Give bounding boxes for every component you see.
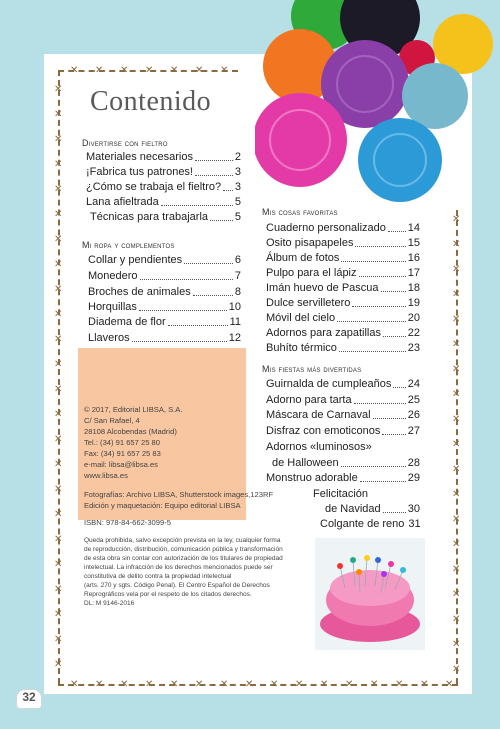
stitch-cross: ✕ (452, 614, 461, 625)
felt-ball-lightblue (402, 63, 468, 129)
website-text: www.libsa.es (84, 471, 128, 480)
toc-item-label: Adornos «luminosos» (266, 441, 372, 453)
toc-item-page: 23 (407, 342, 420, 354)
legal-line: de reproducción, distribución, comunicación pública y transformación (84, 546, 283, 553)
toc-item-page: 8 (234, 286, 241, 298)
toc-item-label: Imán huevo de Pascua (266, 282, 379, 294)
toc-item-page: 27 (407, 425, 420, 437)
stitch-cross: ✕ (54, 659, 63, 670)
stitch-cross: ✕ (54, 434, 63, 445)
legal-line: (arts. 270 y sgts. Código Penal). El Centro Español de Derechos (84, 582, 270, 589)
felt-balls-photo (255, 0, 500, 205)
email-text: e-mail: libsa@libsa.es (84, 460, 158, 469)
section-heading-ropa: Mi ropa y complementos (82, 240, 175, 250)
stitch-cross: ✕ (452, 664, 461, 675)
stitch-cross: ✕ (452, 289, 461, 300)
section-heading-cosas: Mis cosas favoritas (262, 207, 338, 217)
stitch-cross: ✕ (452, 214, 461, 225)
toc-item[interactable] (266, 440, 420, 454)
stitch-cross: ✕ (452, 514, 461, 525)
toc-item[interactable] (88, 315, 241, 329)
stitch-cross: ✕ (54, 109, 63, 120)
stitch-cross: ✕ (120, 679, 129, 690)
stitch-cross: ✕ (54, 609, 63, 620)
edition-credits: Edición y maquetación: Equipo editorial LIBSA (84, 501, 241, 510)
toc-item-label: Adornos para zapatillas (266, 327, 381, 339)
stitch-cross: ✕ (54, 209, 63, 220)
toc-item-page: 25 (407, 394, 420, 406)
toc-item-label: Técnicas para trabajarla (90, 211, 209, 223)
stitch-cross: ✕ (54, 334, 63, 345)
stitch-cross: ✕ (452, 364, 461, 375)
stitch-cross: ✕ (420, 679, 429, 690)
toc-item-label: Broches de animales (88, 286, 191, 298)
stitch-cross: ✕ (452, 639, 461, 650)
toc-item[interactable] (266, 341, 420, 355)
stitch-cross: ✕ (54, 84, 63, 95)
stitch-cross: ✕ (54, 384, 63, 395)
stitch-cross: ✕ (120, 65, 129, 76)
toc-item-label: Adorno para tarta (266, 394, 352, 406)
toc-item-label: Osito pisapapeles (266, 237, 354, 249)
stitch-cross: ✕ (54, 184, 63, 195)
toc-item-page: 3 (234, 166, 241, 178)
stitch-cross: ✕ (452, 439, 461, 450)
address-line: C/ San Rafael, 4 (84, 416, 140, 425)
fax-text: Fax: (34) 91 657 25 83 (84, 449, 161, 458)
stitch-cross: ✕ (145, 679, 154, 690)
toc-item[interactable] (266, 424, 420, 438)
toc-item-page: 16 (407, 252, 420, 264)
toc-item[interactable] (313, 487, 420, 501)
toc-item-page: 26 (407, 409, 420, 421)
toc-item-label: Álbum de fotos (266, 252, 340, 264)
stitch-cross: ✕ (220, 65, 229, 76)
toc-item[interactable] (266, 311, 420, 325)
legal-line: de esta obra sin contar con autorización de los titulares de propiedad (84, 555, 283, 562)
stitch-cross: ✕ (345, 679, 354, 690)
stitch-cross: ✕ (452, 414, 461, 425)
toc-item-page: 28 (407, 457, 420, 469)
toc-item[interactable] (266, 221, 420, 235)
stitch-cross: ✕ (54, 484, 63, 495)
stitch-cross: ✕ (95, 679, 104, 690)
toc-item-page: 14 (407, 222, 420, 234)
stitch-cross: ✕ (54, 584, 63, 595)
felt-ball-blue (358, 118, 442, 202)
pincushion-photo (315, 538, 425, 650)
toc-item[interactable] (325, 502, 420, 516)
toc-item-page: 17 (407, 267, 420, 279)
stitch-cross: ✕ (452, 539, 461, 550)
photo-credits: Fotografías: Archivo LIBSA, Shutterstock images,123RF (84, 490, 274, 499)
toc-item-page: 20 (407, 312, 420, 324)
stitch-cross: ✕ (195, 679, 204, 690)
stitch-cross: ✕ (54, 134, 63, 145)
stitch-cross: ✕ (452, 339, 461, 350)
stitch-cross: ✕ (54, 509, 63, 520)
toc-item-label: Cuaderno personalizado (266, 222, 386, 234)
toc-item-label: Diadema de flor (88, 316, 166, 328)
toc-item[interactable] (266, 326, 420, 340)
toc-item[interactable] (272, 456, 420, 470)
toc-item-label: Móvil del cielo (266, 312, 336, 324)
stitch-cross: ✕ (452, 264, 461, 275)
stitch-cross: ✕ (54, 634, 63, 645)
stitch-cross: ✕ (145, 65, 154, 76)
toc-item[interactable] (266, 266, 420, 280)
toc-item[interactable] (90, 210, 241, 224)
stitch-cross: ✕ (54, 359, 63, 370)
toc-item-label: Horquillas (88, 301, 137, 313)
legal-line: Reprográficos vela por el respeto de los citados derechos. (84, 591, 252, 598)
address-line: 28108 Alcobendas (Madrid) (84, 427, 177, 436)
toc-item-page: 5 (234, 211, 241, 223)
toc-item-page: 12 (228, 332, 241, 344)
toc-item-label: Materiales necesarios (86, 151, 193, 163)
toc-item[interactable] (266, 377, 420, 391)
toc-item-page: 18 (407, 282, 420, 294)
toc-item-label: Guirnalda de cumpleaños (266, 378, 392, 390)
toc-item-label: ¡Fabrica tus patrones! (86, 166, 193, 178)
stitch-cross: ✕ (54, 534, 63, 545)
toc-item-label: Disfraz con emoticonos (266, 425, 381, 437)
toc-item-label: Colgante de reno (320, 518, 405, 530)
toc-item-page: 29 (407, 472, 420, 484)
toc-item[interactable] (86, 165, 241, 179)
stitch-cross: ✕ (452, 489, 461, 500)
section-heading-fieltro: Divertirse con fieltro (82, 138, 168, 148)
legal-line: intelectual. La infracción de los derechos mencionados puede ser (84, 564, 273, 571)
phone-text: Tel.: (34) 91 657 25 80 (84, 438, 160, 447)
toc-item[interactable] (86, 180, 241, 194)
page-title: Contenido (90, 86, 212, 117)
stitch-cross: ✕ (445, 679, 454, 690)
isbn-text: ISBN: 978-84-662-3099-5 (84, 518, 171, 527)
stitch-cross: ✕ (54, 234, 63, 245)
toc-item-label: Pulpo para el lápiz (266, 267, 357, 279)
toc-item-label: de Navidad (325, 503, 381, 515)
toc-item-page: 10 (228, 301, 241, 313)
toc-item-page: 3 (234, 181, 241, 193)
stitch-cross: ✕ (270, 679, 279, 690)
stitch-cross: ✕ (220, 679, 229, 690)
copyright-text: © 2017, Editorial LIBSA, S.A. (84, 405, 183, 414)
toc-item-page: 5 (234, 196, 241, 208)
toc-item[interactable] (88, 253, 241, 267)
stitch-cross: ✕ (320, 679, 329, 690)
toc-item-page: 31 (408, 518, 421, 530)
toc-item-page: 2 (234, 151, 241, 163)
stitch-cross: ✕ (452, 314, 461, 325)
toc-item-page: 24 (407, 378, 420, 390)
toc-item[interactable] (86, 195, 241, 209)
toc-item-label: Felicitación (313, 488, 369, 500)
stitch-cross: ✕ (370, 679, 379, 690)
toc-item[interactable] (266, 296, 420, 310)
stitch-cross: ✕ (395, 679, 404, 690)
toc-item-page: 6 (234, 254, 241, 266)
stitch-cross: ✕ (452, 589, 461, 600)
stitch-cross: ✕ (452, 239, 461, 250)
toc-item[interactable] (266, 408, 420, 422)
stitch-cross: ✕ (195, 65, 204, 76)
toc-item-label: ¿Cómo se trabaja el fieltro? (86, 181, 222, 193)
stitch-cross: ✕ (54, 309, 63, 320)
stitch-cross: ✕ (70, 679, 79, 690)
stitch-cross: ✕ (452, 389, 461, 400)
toc-item-label: de Halloween (272, 457, 339, 469)
stitch-cross: ✕ (245, 679, 254, 690)
page-number: 32 (16, 689, 42, 709)
toc-item[interactable] (88, 331, 241, 345)
toc-item-label: Monstruo adorable (266, 472, 358, 484)
toc-item-page: 7 (234, 270, 241, 282)
toc-item-label: Collar y pendientes (88, 254, 183, 266)
stitch-cross: ✕ (54, 284, 63, 295)
toc-item-label: Lana afieltrada (86, 196, 159, 208)
stitch-cross: ✕ (95, 65, 104, 76)
toc-item-page: 15 (407, 237, 420, 249)
toc-item-label: Máscara de Carnaval (266, 409, 371, 421)
toc-item[interactable] (266, 236, 420, 250)
stitch-cross: ✕ (54, 559, 63, 570)
toc-item-label: Buhíto térmico (266, 342, 337, 354)
stitch-cross: ✕ (295, 679, 304, 690)
toc-item[interactable] (320, 517, 420, 531)
toc-item-label: Llaveros (88, 332, 130, 344)
stitch-cross: ✕ (452, 564, 461, 575)
stitch-cross: ✕ (170, 65, 179, 76)
stitch-cross: ✕ (54, 159, 63, 170)
legal-line: DL: M 9146-2016 (84, 600, 135, 607)
toc-item-page: 11 (229, 316, 241, 328)
toc-item[interactable] (88, 285, 241, 299)
toc-item-label: Dulce servilletero (266, 297, 351, 309)
toc-item[interactable] (266, 393, 420, 407)
toc-item[interactable] (88, 300, 241, 314)
felt-ball-pink (255, 93, 347, 187)
toc-item-page: 30 (407, 503, 420, 515)
toc-item[interactable] (86, 150, 241, 164)
toc-item[interactable] (266, 471, 420, 485)
legal-line: Queda prohibida, salvo excepción prevista en la ley, cualquier forma (84, 537, 281, 544)
stitch-cross: ✕ (170, 679, 179, 690)
stitch-cross: ✕ (70, 65, 79, 76)
toc-item-page: 19 (407, 297, 420, 309)
legal-line: constitutiva de delito contra la propiedad intelectual (84, 573, 232, 580)
toc-item-page: 22 (407, 327, 420, 339)
toc-item[interactable] (266, 251, 420, 265)
stitch-cross: ✕ (54, 459, 63, 470)
section-heading-fiestas: Mis fiestas más divertidas (262, 364, 362, 374)
toc-item[interactable] (88, 269, 241, 283)
toc-item[interactable] (266, 281, 420, 295)
stitch-cross: ✕ (452, 464, 461, 475)
stitch-cross: ✕ (54, 259, 63, 270)
toc-item-label: Monedero (88, 270, 138, 282)
stitch-cross: ✕ (54, 409, 63, 420)
